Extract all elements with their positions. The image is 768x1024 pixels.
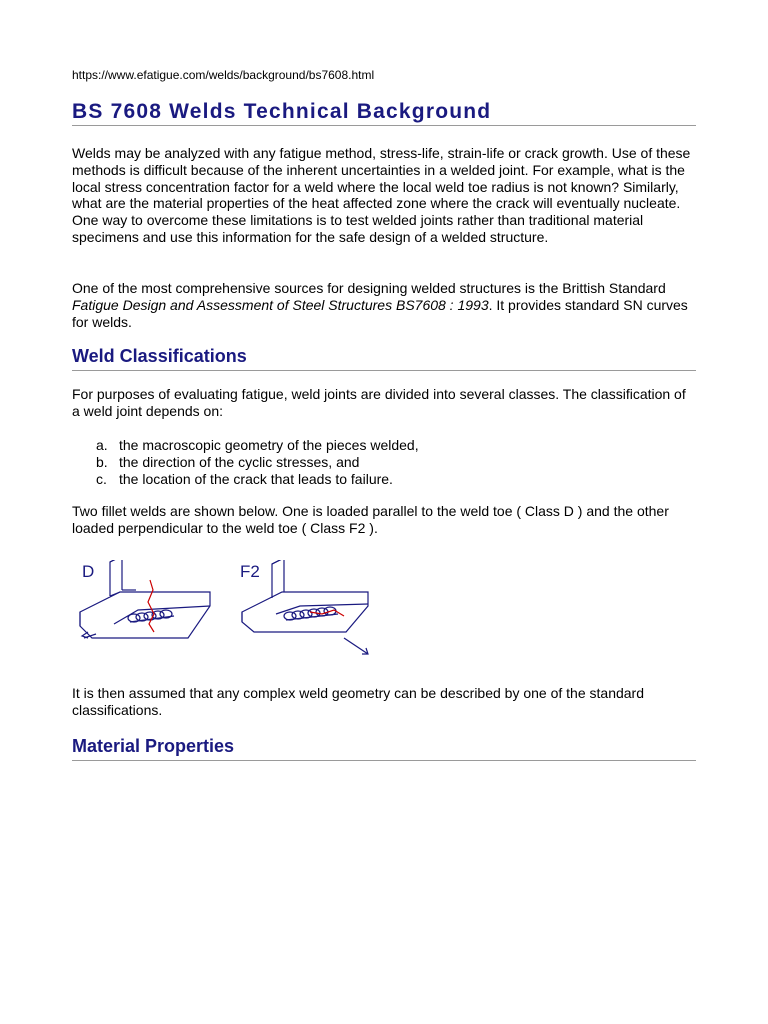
list-item-text: the direction of the cyclic stresses, and [119, 453, 360, 470]
list-item [72, 437, 672, 454]
class-f2-label: F2 [240, 562, 260, 581]
class-d-crack [148, 580, 154, 632]
list-marker: c. [96, 470, 107, 487]
list-item [72, 454, 672, 471]
page-title: BS 7608 Welds Technical Background [72, 100, 696, 126]
classification-criteria-list [72, 437, 672, 487]
fillet-weld-figure [76, 560, 396, 660]
material-properties-heading: Material Properties [72, 736, 696, 761]
weld-diagrams [76, 560, 396, 660]
classifications-intro: For purposes of evaluating fatigue, weld joints are divided into several classes. The classification of a weld joint depends on: [72, 386, 686, 419]
fillet-weld-paragraph: Two fillet welds are shown below. One is loaded parallel to the weld toe ( Class D ) and the other loaded perpendicular to the weld toe ( Class F2 ). [72, 503, 669, 536]
weld-classifications-heading: Weld Classifications [72, 346, 696, 371]
source-text-before: One of the most comprehensive sources for designing welded structures is the Brittish Standard [72, 280, 666, 296]
list-item-text: the location of the crack that leads to failure. [119, 470, 393, 487]
source-paragraph [72, 280, 696, 330]
intro-paragraph: Welds may be analyzed with any fatigue method, stress-life, strain-life or crack growth. Use of these methods is difficult because of the inherent uncertainties in a welded joint. For example, what is the local stress concentration factor for a weld where the local weld toe radius is not known? Similarly, what are the material properties of the heat affected zone where the crack will eventually nucleate. One way to overcome these limitations is to test welded joints rather than traditional material specimens and use this information for the safe design of a welded structure. [72, 145, 691, 245]
source-text-after: . It provides standard SN curves for welds. [72, 296, 688, 330]
class-f2-weld-drawing [242, 560, 368, 654]
list-marker: a. [96, 437, 108, 453]
list-item [72, 471, 672, 488]
standard-title: Fatigue Design and Assessment of Steel Structures BS7608 : 1993 [72, 296, 489, 313]
list-item-text: the macroscopic geometry of the pieces welded, [119, 437, 419, 453]
list-marker: b. [96, 453, 108, 470]
classification-conclusion: It is then assumed that any complex weld geometry can be described by one of the standard classifications. [72, 685, 644, 718]
class-d-label: D [82, 562, 95, 581]
page-url[interactable]: https://www.efatigue.com/welds/background/bs7608.html [72, 68, 375, 82]
class-d-weld-drawing [80, 560, 210, 638]
